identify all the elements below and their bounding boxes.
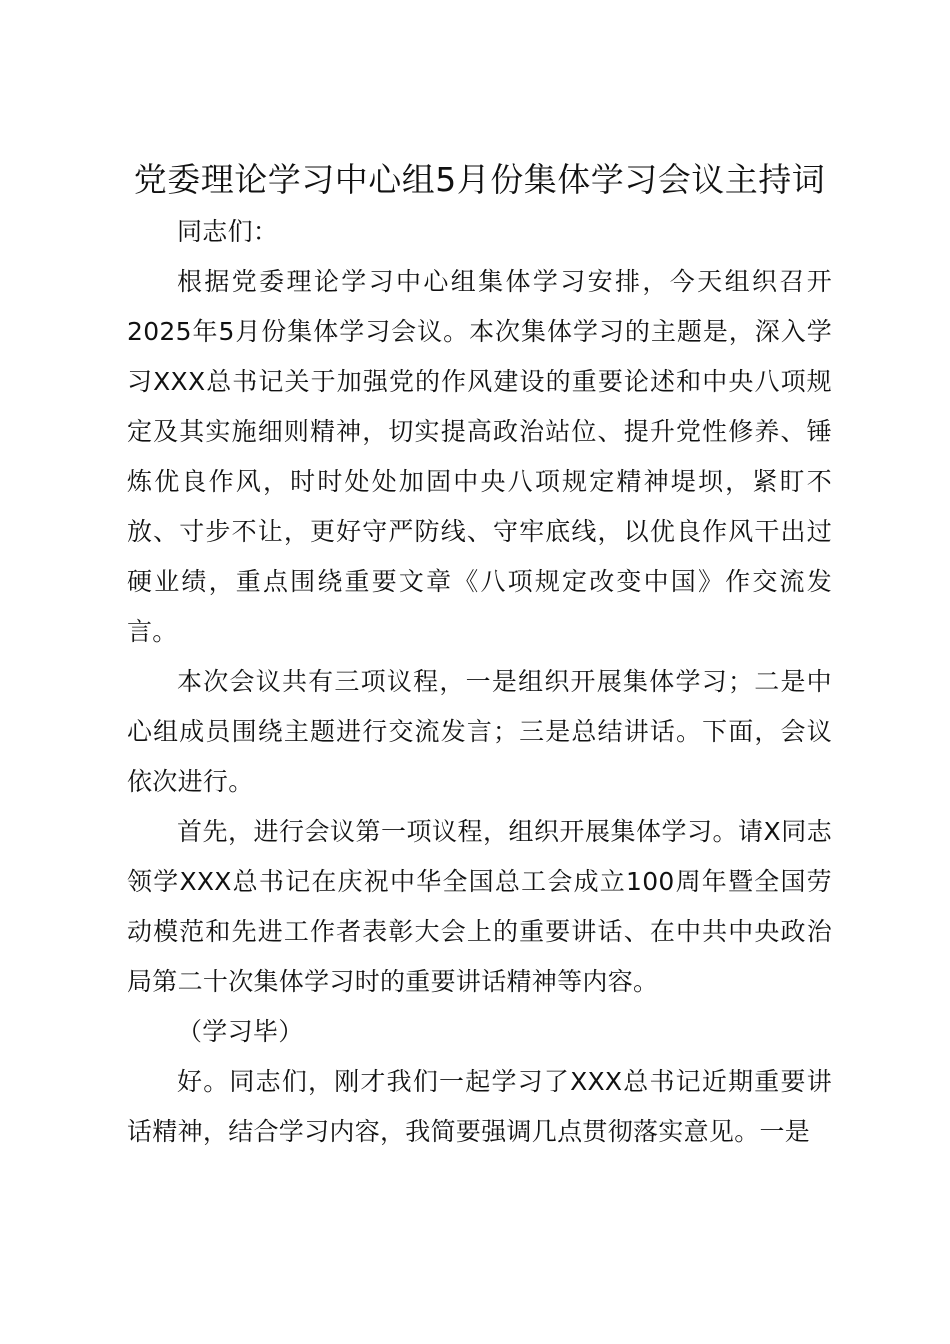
remarks-paragraph: 好。同志们，刚才我们一起学习了XXX总书记近期重要讲话精神，结合学习内容，我简要强调几点贯彻落实意见。一是 [127,1067,832,1146]
salutation-paragraph: 同志们： [177,217,279,246]
agenda-paragraph: 本次会议共有三项议程，一是组织开展集体学习；二是中心组成员围绕主题进行交流发言；三是总结讲话。下面，会议依次进行。 [127,667,832,796]
document-page [127,155,832,1157]
study-finished-note: （学习毕） [177,1017,304,1046]
intro-paragraph: 根据党委理论学习中心组集体学习安排，今天组织召开2025年5月份集体学习会议。本次集体学习的主题是，深入学习XXX总书记关于加强党的作风建设的重要论述和中央八项规定及其实施细则精神，切实提高政治站位、提升党性修养、锤炼优良作风，时时处处加固中央八项规定精神堤坝，紧盯不放、寸步不让，更好守严防线、守牢底线，以优良作风干出过硬业绩，重点围绕重要文章《八项规定改变中国》作交流发言。 [127,267,832,646]
document-title: 党委理论学习中心组5月份集体学习会议主持词 [133,160,826,199]
first-agenda-paragraph: 首先，进行会议第一项议程，组织开展集体学习。请X同志领学XXX总书记在庆祝中华全国总工会成立100周年暨全国劳动模范和先进工作者表彰大会上的重要讲话、在中共中央政治局第二十次集体学习时的重要讲话精神等内容。 [127,817,832,996]
